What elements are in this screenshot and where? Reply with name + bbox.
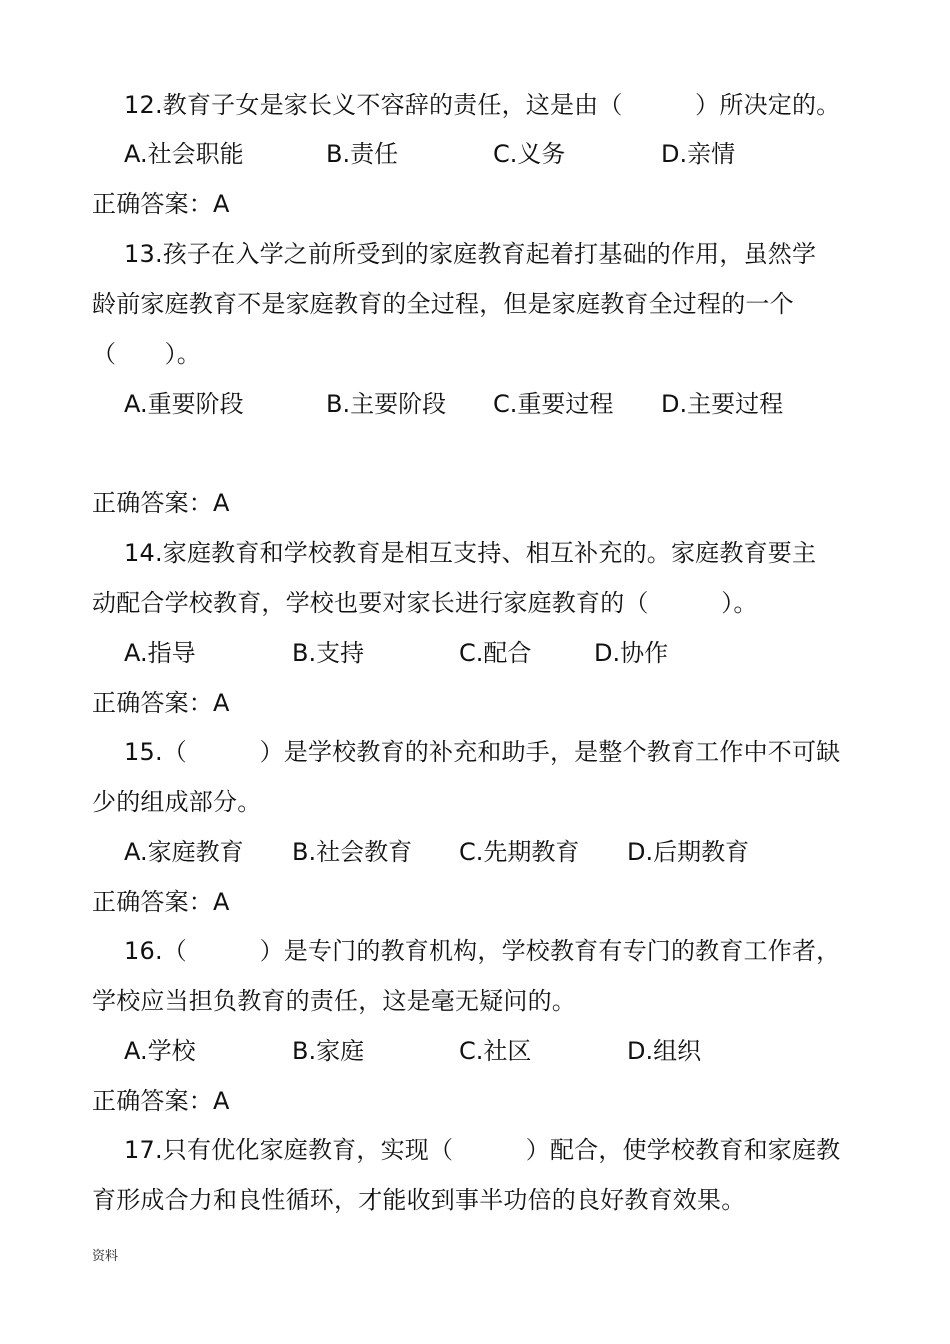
option-c: C.社区 [459, 1037, 532, 1065]
question-12-options [0, 138, 950, 170]
option-b: B.主要阶段 [326, 390, 447, 418]
question-13-line-3: （ ）。 [92, 340, 201, 368]
option-c: C.重要过程 [493, 390, 614, 418]
option-a: A.指导 [124, 639, 196, 667]
option-a: A.重要阶段 [124, 390, 244, 418]
option-a: A.社会职能 [124, 140, 244, 168]
option-c: C.配合 [459, 639, 532, 667]
question-15-options [0, 836, 950, 868]
question-14-options [0, 637, 950, 669]
question-14-line-1: 14.家庭教育和学校教育是相互支持、相互补充的。家庭教育要主 [124, 539, 817, 567]
question-12-text: 12.教育子女是家长义不容辞的责任，这是由（ ）所决定的。 [124, 91, 841, 119]
question-13-answer: 正确答案：A [92, 489, 230, 517]
option-b: B.家庭 [292, 1037, 365, 1065]
question-13-line-1: 13.孩子在入学之前所受到的家庭教育起着打基础的作用，虽然学 [124, 240, 817, 268]
option-d: D.亲情 [661, 140, 736, 168]
question-16-answer: 正确答案：A [92, 1087, 230, 1115]
question-15-line-1: 15.（ ）是学校教育的补充和助手，是整个教育工作中不可缺 [124, 738, 841, 766]
option-a: A.家庭教育 [124, 838, 244, 866]
question-17-line-2: 育形成合力和良性循环，才能收到事半功倍的良好教育效果。 [92, 1186, 746, 1214]
question-16-line-2: 学校应当担负教育的责任，这是毫无疑问的。 [92, 987, 576, 1015]
option-d: D.协作 [594, 639, 669, 667]
question-16-line-1: 16.（ ）是专门的教育机构，学校教育有专门的教育工作者， [124, 937, 841, 965]
option-c: C.先期教育 [459, 838, 580, 866]
question-14-answer: 正确答案：A [92, 689, 230, 717]
option-b: B.社会教育 [292, 838, 413, 866]
option-c: C.义务 [493, 140, 566, 168]
question-15-answer: 正确答案：A [92, 888, 230, 916]
option-d: D.后期教育 [627, 838, 750, 866]
option-b: B.责任 [326, 140, 399, 168]
question-13-line-2: 龄前家庭教育不是家庭教育的全过程，但是家庭教育全过程的一个 [92, 290, 794, 318]
question-16-options [0, 1035, 950, 1067]
option-a: A.学校 [124, 1037, 196, 1065]
option-d: D.主要过程 [661, 390, 784, 418]
question-15-line-2: 少的组成部分。 [92, 788, 262, 816]
question-12-answer: 正确答案：A [92, 190, 230, 218]
option-b: B.支持 [292, 639, 365, 667]
question-17-line-1: 17.只有优化家庭教育，实现（ ）配合，使学校教育和家庭教 [124, 1136, 841, 1164]
question-13-options [0, 388, 950, 420]
page-footer-label: 资料 [92, 1249, 119, 1264]
option-d: D.组织 [627, 1037, 702, 1065]
question-14-line-2: 动配合学校教育，学校也要对家长进行家庭教育的（ ）。 [92, 589, 758, 617]
